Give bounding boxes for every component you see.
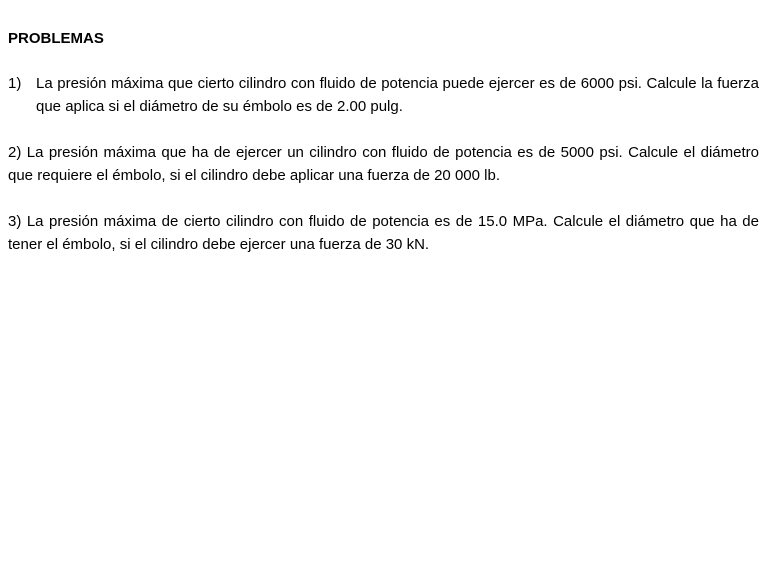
problem-1-text: La presión máxima que cierto cilindro con fluido de potencia puede ejercer es de 6000 psi. Calcule la fuerza que aplica si el diámetro de su émbolo es de 2.00 pulg. [36,75,759,115]
problem-2-text: La presión máxima que ha de ejercer un cilindro con fluido de potencia es de 5000 psi. Calcule el diámetro que requiere el émbolo, si el cilindro debe aplicar una fuerza de 20 000 lb. [8,144,759,184]
document-heading: PROBLEMAS [8,30,104,47]
problem-3 [8,210,759,256]
problem-2-number: 2) [8,144,27,161]
problem-2 [8,141,759,187]
problem-3-text: La presión máxima de cierto cilindro con fluido de potencia es de 15.0 MPa. Calcule el diámetro que ha de tener el émbolo, si el cilindro debe ejercer una fuerza de 30 kN. [8,213,759,253]
document-page [8,28,759,279]
problem-3-number: 3) [8,213,27,230]
problem-1-number: 1) [8,75,22,92]
problem-1 [8,72,759,118]
